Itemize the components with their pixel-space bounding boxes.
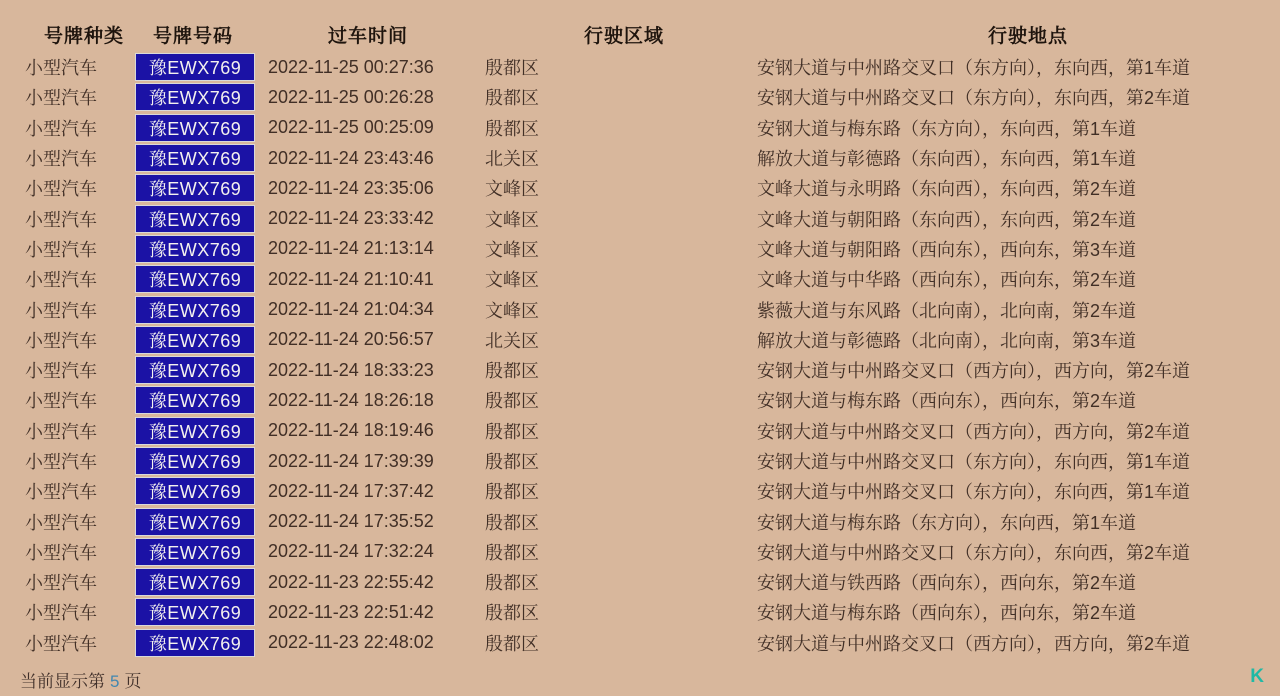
table-row — [0, 567, 1280, 597]
column-header-location: 行驶地点 — [987, 26, 1069, 47]
location-cell: 文峰大道与朝阳路（西向东），西向东，第3车道 — [757, 239, 1137, 260]
table-row — [0, 628, 1280, 658]
plate-number-cell — [130, 114, 255, 142]
plate-number-badge[interactable]: 豫EWX769 — [135, 265, 255, 293]
table-row — [0, 113, 1280, 143]
region-cell: 文峰区 — [485, 239, 539, 260]
plate-number-badge[interactable]: 豫EWX769 — [135, 356, 255, 384]
plate-type-cell: 小型汽车 — [25, 118, 97, 139]
location-cell: 安钢大道与中州路交叉口（西方向），西方向，第2车道 — [757, 361, 1191, 382]
plate-type-cell: 小型汽车 — [25, 391, 97, 412]
region-cell: 殷都区 — [485, 633, 539, 654]
plate-number-cell — [130, 538, 255, 566]
plate-type-cell: 小型汽车 — [25, 573, 97, 594]
plate-number-cell — [130, 235, 255, 263]
column-header-pass-time: 过车时间 — [327, 26, 409, 47]
location-cell: 文峰大道与中华路（西向东），西向东，第2车道 — [757, 270, 1137, 291]
table-row — [0, 355, 1280, 385]
plate-number-badge[interactable]: 豫EWX769 — [135, 538, 255, 566]
table-row — [0, 143, 1280, 173]
pass-time-cell: 2022-11-24 17:39:39 — [268, 450, 434, 471]
region-cell: 文峰区 — [485, 209, 539, 230]
region-cell: 殷都区 — [485, 391, 539, 412]
location-cell: 解放大道与彰德路（北向南），北向南，第3车道 — [757, 330, 1137, 351]
plate-number-badge[interactable]: 豫EWX769 — [135, 447, 255, 475]
pass-time-cell: 2022-11-24 23:33:42 — [268, 208, 434, 229]
plate-number-cell — [130, 265, 255, 293]
plate-number-badge[interactable]: 豫EWX769 — [135, 144, 255, 172]
location-cell: 安钢大道与铁西路（西向东），西向东，第2车道 — [757, 573, 1137, 594]
location-cell: 安钢大道与梅东路（西向东），西向东，第2车道 — [757, 391, 1137, 412]
region-cell: 殷都区 — [485, 58, 539, 79]
location-cell: 安钢大道与梅东路（东方向），东向西，第1车道 — [757, 512, 1137, 533]
plate-number-cell — [130, 508, 255, 536]
plate-number-badge[interactable]: 豫EWX769 — [135, 296, 255, 324]
pass-time-cell: 2022-11-23 22:55:42 — [268, 571, 434, 592]
plate-number-cell — [130, 598, 255, 626]
plate-type-cell: 小型汽车 — [25, 88, 97, 109]
region-cell: 殷都区 — [485, 88, 539, 109]
location-cell: 安钢大道与中州路交叉口（东方向），东向西，第2车道 — [757, 542, 1191, 563]
plate-number-cell — [130, 477, 255, 505]
plate-type-cell: 小型汽车 — [25, 361, 97, 382]
pass-time-cell: 2022-11-25 00:25:09 — [268, 117, 434, 138]
plate-number-cell — [130, 447, 255, 475]
region-cell: 殷都区 — [485, 512, 539, 533]
pass-time-cell: 2022-11-24 20:56:57 — [268, 329, 434, 350]
plate-number-cell — [130, 205, 255, 233]
pagination-status — [20, 667, 141, 692]
table-row — [0, 173, 1280, 203]
region-cell: 殷都区 — [485, 421, 539, 442]
table-row — [0, 52, 1280, 82]
table-row — [0, 82, 1280, 112]
plate-number-cell — [130, 53, 255, 81]
plate-type-cell: 小型汽车 — [25, 452, 97, 472]
plate-number-badge[interactable]: 豫EWX769 — [135, 568, 255, 596]
plate-number-cell — [130, 296, 255, 324]
plate-type-cell: 小型汽车 — [25, 58, 97, 79]
plate-number-badge[interactable]: 豫EWX769 — [135, 417, 255, 445]
location-cell: 解放大道与彰德路（东向西），东向西，第1车道 — [757, 149, 1137, 170]
table-row — [0, 537, 1280, 567]
plate-number-badge[interactable]: 豫EWX769 — [135, 629, 255, 657]
column-header-region: 行驶区域 — [583, 26, 665, 47]
region-cell: 文峰区 — [485, 179, 539, 200]
plate-type-cell: 小型汽车 — [25, 149, 97, 170]
page-status-suffix: 页 — [124, 672, 142, 691]
pass-time-cell: 2022-11-24 18:19:46 — [268, 420, 434, 441]
pass-time-cell: 2022-11-25 00:26:28 — [268, 86, 434, 107]
pass-time-cell: 2022-11-24 21:13:14 — [268, 238, 434, 259]
plate-type-cell: 小型汽车 — [25, 633, 97, 654]
plate-number-cell — [130, 356, 255, 384]
plate-type-cell: 小型汽车 — [25, 603, 97, 624]
column-header-plate-type: 号牌种类 — [43, 26, 125, 47]
pass-time-cell: 2022-11-24 17:37:42 — [268, 480, 434, 501]
plate-number-badge[interactable]: 豫EWX769 — [135, 235, 255, 263]
plate-number-badge[interactable]: 豫EWX769 — [135, 53, 255, 81]
current-page-number: 5 — [110, 672, 120, 691]
table-row — [0, 264, 1280, 294]
plate-number-cell — [130, 417, 255, 445]
pass-time-cell: 2022-11-24 18:26:18 — [268, 389, 434, 410]
location-cell: 安钢大道与梅东路（西向东），西向东，第2车道 — [757, 603, 1137, 624]
table-row — [0, 597, 1280, 627]
table-row — [0, 385, 1280, 415]
plate-number-cell — [130, 629, 255, 657]
pass-time-cell: 2022-11-24 18:33:23 — [268, 359, 434, 380]
table-row — [0, 506, 1280, 536]
table-row — [0, 416, 1280, 446]
region-cell: 殷都区 — [485, 118, 539, 139]
plate-number-cell — [130, 83, 255, 111]
page-status-prefix: 当前显示第 — [20, 672, 105, 691]
region-cell: 殷都区 — [485, 603, 539, 624]
plate-number-badge[interactable]: 豫EWX769 — [135, 174, 255, 202]
pass-time-cell: 2022-11-24 23:43:46 — [268, 147, 434, 168]
pass-time-cell: 2022-11-24 21:10:41 — [268, 268, 434, 289]
region-cell: 北关区 — [485, 149, 539, 170]
plate-number-cell — [130, 174, 255, 202]
table-row — [0, 476, 1280, 506]
location-cell: 文峰大道与朝阳路（东向西），东向西，第2车道 — [757, 209, 1137, 230]
plate-number-badge[interactable]: 豫EWX769 — [135, 508, 255, 536]
plate-type-cell: 小型汽车 — [25, 239, 97, 260]
plate-number-cell — [130, 386, 255, 414]
pass-time-cell: 2022-11-23 22:48:02 — [268, 632, 434, 653]
plate-type-cell: 小型汽车 — [25, 179, 97, 200]
table-row — [0, 203, 1280, 233]
plate-number-badge[interactable]: 豫EWX769 — [135, 326, 255, 354]
region-cell: 殷都区 — [485, 482, 539, 503]
table-row — [0, 325, 1280, 355]
plate-type-cell: 小型汽车 — [25, 482, 97, 503]
table-header — [0, 0, 1280, 52]
plate-type-cell: 小型汽车 — [25, 542, 97, 563]
plate-type-cell: 小型汽车 — [25, 209, 97, 230]
region-cell: 文峰区 — [485, 300, 539, 321]
plate-number-cell — [130, 144, 255, 172]
plate-number-badge[interactable]: 豫EWX769 — [135, 83, 255, 111]
table-row — [0, 294, 1280, 324]
plate-type-cell: 小型汽车 — [25, 330, 97, 351]
pass-time-cell: 2022-11-25 00:27:36 — [268, 56, 434, 77]
plate-type-cell: 小型汽车 — [25, 300, 97, 321]
plate-number-cell — [130, 326, 255, 354]
plate-number-badge[interactable]: 豫EWX769 — [135, 114, 255, 142]
plate-number-cell — [130, 568, 255, 596]
k-watermark-logo: K — [1250, 666, 1264, 687]
pass-time-cell: 2022-11-24 17:32:24 — [268, 541, 434, 562]
location-cell: 安钢大道与中州路交叉口（东方向），东向西，第2车道 — [757, 88, 1191, 109]
region-cell: 殷都区 — [485, 542, 539, 563]
column-header-plate-number: 号牌号码 — [152, 26, 234, 47]
table-row — [0, 234, 1280, 264]
location-cell: 安钢大道与中州路交叉口（西方向），西方向，第2车道 — [757, 633, 1191, 654]
location-cell: 安钢大道与梅东路（东方向），东向西，第1车道 — [757, 118, 1137, 139]
location-cell: 安钢大道与中州路交叉口（东方向），东向西，第1车道 — [757, 452, 1191, 472]
plate-number-badge[interactable]: 豫EWX769 — [135, 598, 255, 626]
pass-time-cell: 2022-11-24 23:35:06 — [268, 177, 434, 198]
region-cell: 北关区 — [485, 330, 539, 351]
location-cell: 紫薇大道与东风路（北向南），北向南，第2车道 — [757, 300, 1137, 321]
plate-number-badge[interactable]: 豫EWX769 — [135, 386, 255, 414]
region-cell: 殷都区 — [485, 573, 539, 594]
location-cell: 安钢大道与中州路交叉口（东方向），东向西，第1车道 — [757, 58, 1191, 79]
location-cell: 文峰大道与永明路（东向西），东向西，第2车道 — [757, 179, 1137, 200]
region-cell: 文峰区 — [485, 270, 539, 291]
pass-time-cell: 2022-11-24 21:04:34 — [268, 299, 434, 320]
plate-type-cell: 小型汽车 — [25, 512, 97, 533]
plate-type-cell: 小型汽车 — [25, 421, 97, 442]
plate-number-badge[interactable]: 豫EWX769 — [135, 205, 255, 233]
region-cell: 殷都区 — [485, 452, 539, 472]
plate-type-cell: 小型汽车 — [25, 270, 97, 291]
plate-number-badge[interactable]: 豫EWX769 — [135, 477, 255, 505]
pass-time-cell: 2022-11-24 17:35:52 — [268, 511, 434, 532]
location-cell: 安钢大道与中州路交叉口（东方向），东向西，第1车道 — [757, 482, 1191, 503]
records-table-body — [0, 52, 1280, 658]
pass-time-cell: 2022-11-23 22:51:42 — [268, 601, 434, 622]
table-row — [0, 446, 1280, 476]
location-cell: 安钢大道与中州路交叉口（西方向），西方向，第2车道 — [757, 421, 1191, 442]
region-cell: 殷都区 — [485, 361, 539, 382]
